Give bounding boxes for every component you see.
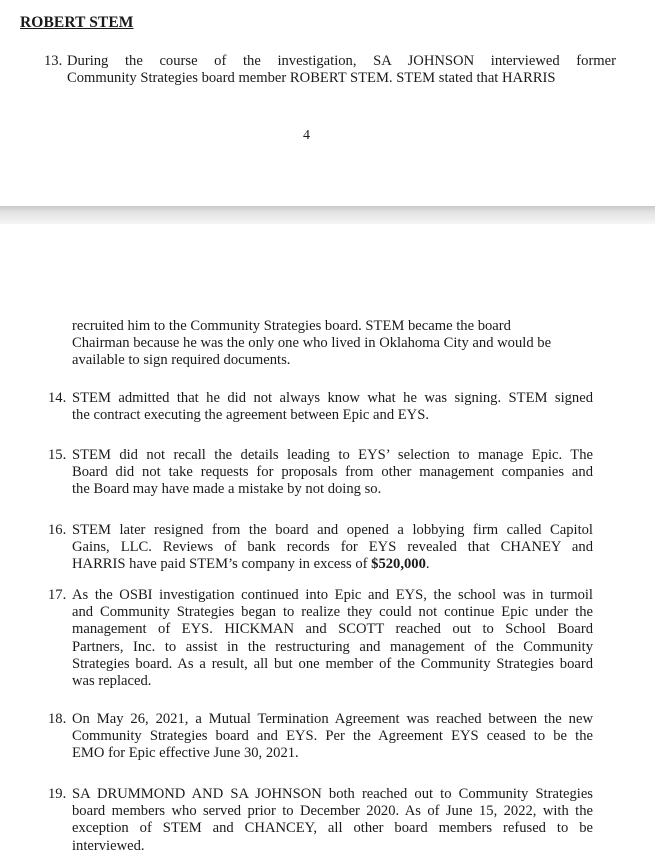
paragraph-number: 15. bbox=[48, 447, 67, 463]
paragraph-line: STEM admitted that he did not always know what he was signing. STEM signed bbox=[72, 390, 593, 406]
paragraph-line: Chairman because he was the only one who lived in Oklahoma City and would be bbox=[72, 335, 552, 352]
paragraph-line: STEM did not recall the details leading to EYS’ selection to manage Epic. The bbox=[72, 447, 593, 463]
payment-amount: $520,000 bbox=[371, 556, 426, 573]
paragraph-line: and Community Strategies began to realize they could not continue Epic under the bbox=[72, 604, 593, 621]
paragraph-line: Community Strategies board member ROBERT STEM. STEM stated that HARRIS bbox=[67, 70, 556, 87]
paragraph-line: Board did not take requests for proposals from other management companies and bbox=[72, 464, 593, 481]
paragraph-line: interviewed. bbox=[72, 837, 145, 854]
paragraph-line: Partners, Inc. to assist in the restructuring and management of the Community bbox=[72, 638, 593, 655]
paragraph-number: 16. bbox=[48, 522, 67, 538]
paragraph-line: HARRIS have paid STEM’s company in excess of $520,000. bbox=[72, 556, 430, 573]
paragraph-line: Strategies board. As a result, all but one member of the Community Strategies board bbox=[72, 655, 593, 672]
paragraph-line: recruited him to the Community Strategies board. STEM became the board bbox=[72, 318, 511, 334]
paragraph-line: Gains, LLC. Reviews of bank records for EYS revealed that CHANEY and bbox=[72, 539, 593, 556]
paragraph-line: the contract executing the agreement between Epic and EYS. bbox=[72, 407, 429, 424]
paragraph-line: Community Strategies board and EYS. Per the Agreement EYS ceased to be the bbox=[72, 728, 593, 745]
paragraph-line: On May 26, 2021, a Mutual Termination Agreement was reached between the new bbox=[72, 711, 593, 727]
paragraph-line: management of EYS. HICKMAN and SCOTT reached out to School Board bbox=[72, 621, 593, 638]
paragraph-line: board members who served prior to December 2020. As of June 15, 2022, with the bbox=[72, 803, 593, 820]
document-page-top bbox=[0, 0, 655, 206]
page-break bbox=[0, 206, 655, 224]
paragraph-line: available to sign required documents. bbox=[72, 352, 291, 369]
paragraph-line: EMO for Epic effective June 30, 2021. bbox=[72, 745, 299, 762]
paragraph-line: exception of STEM and CHANCEY, all other board members refused to be bbox=[72, 820, 593, 837]
paragraph-line: STEM later resigned from the board and opened a lobbying firm called Capitol bbox=[72, 522, 593, 538]
paragraph-line: was replaced. bbox=[72, 673, 152, 690]
document-page-bottom bbox=[0, 224, 655, 863]
section-heading: ROBERT STEM bbox=[20, 14, 134, 31]
paragraph-number: 19. bbox=[48, 786, 67, 802]
paragraph-line: During the course of the investigation, SA JOHNSON interviewed former bbox=[67, 53, 616, 69]
paragraph-line: SA DRUMMOND AND SA JOHNSON both reached out to Community Strategies bbox=[72, 786, 593, 802]
paragraph-line: the Board may have made a mistake by not doing so. bbox=[72, 481, 382, 498]
paragraph-number: 14. bbox=[48, 390, 67, 406]
paragraph-13-continued bbox=[72, 318, 593, 370]
page-number: 4 bbox=[303, 128, 310, 143]
paragraph-number: 17. bbox=[48, 587, 67, 603]
paragraph-line: As the OSBI investigation continued into Epic and EYS, the school was in turmoil bbox=[72, 587, 593, 603]
paragraph-number: 18. bbox=[48, 711, 67, 727]
paragraph-number: 13. bbox=[44, 53, 63, 69]
